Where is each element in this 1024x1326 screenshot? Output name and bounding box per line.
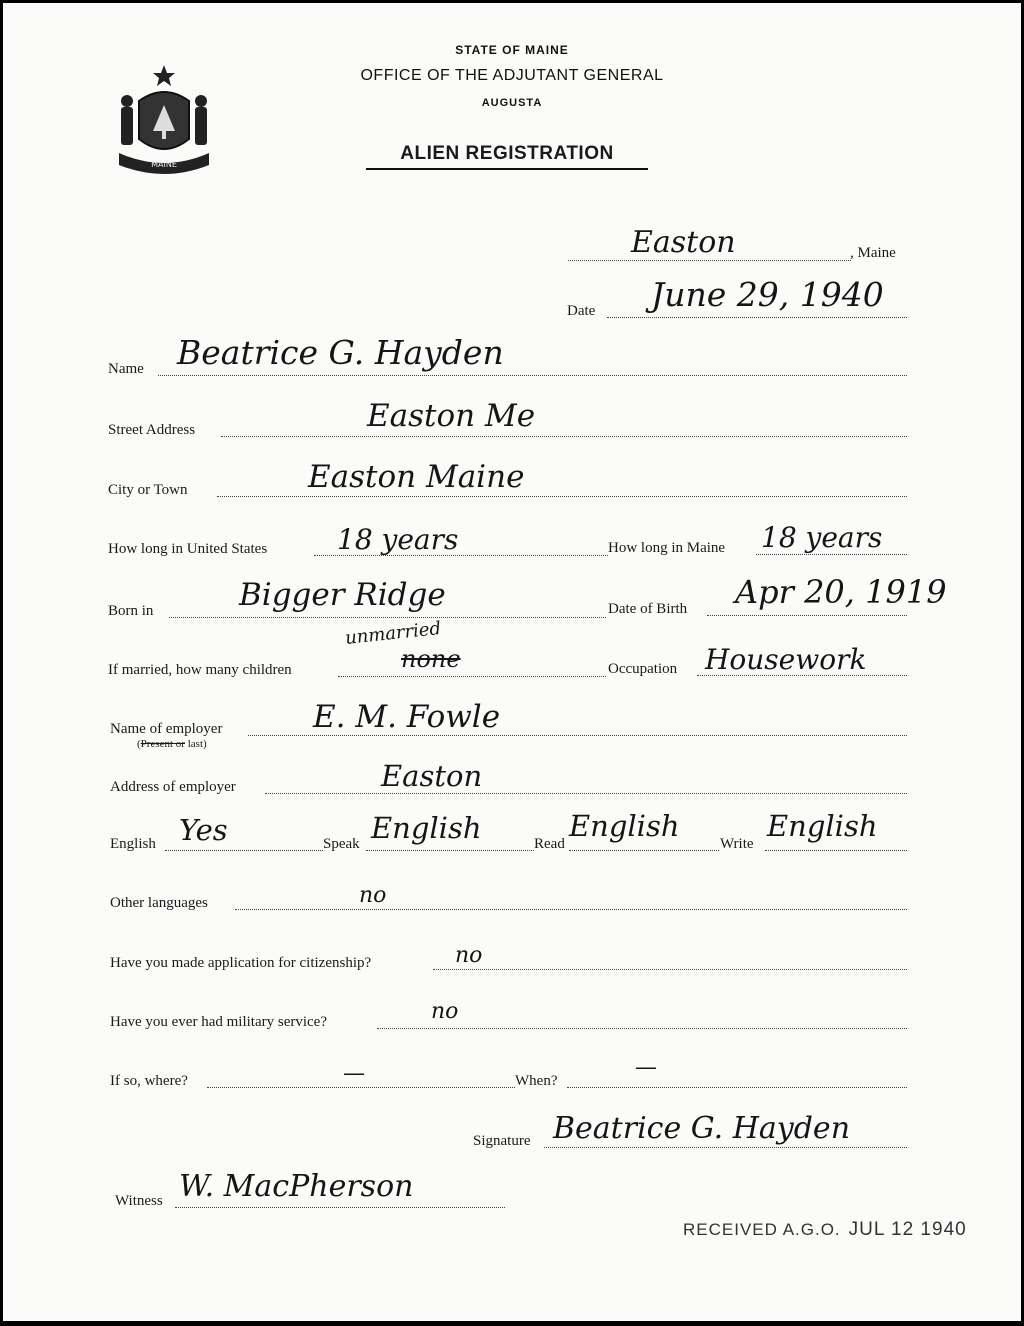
form-title: ALIEN REGISTRATION: [366, 143, 648, 170]
alien-registration-form: [3, 3, 1021, 1321]
citizenship-entry: no: [455, 943, 483, 968]
received-stamp-label: RECEIVED A.G.O.: [683, 1220, 841, 1239]
name-entry: Beatrice G. Hayden: [177, 333, 504, 372]
city-heading: AUGUSTA: [481, 97, 543, 109]
employer-address-entry: Easton: [381, 759, 483, 793]
office-heading: OFFICE OF THE ADJUTANT GENERAL: [360, 67, 664, 84]
how-long-us-entry: 18 years: [337, 523, 459, 556]
witness-entry: W. MacPherson: [179, 1169, 414, 1204]
witness-line: [175, 1207, 505, 1208]
date-of-birth-label: Date of Birth: [608, 601, 688, 617]
other-languages-entry: no: [359, 883, 387, 908]
witness-label: Witness: [115, 1193, 163, 1209]
english-label: English: [110, 836, 156, 852]
employer-address-line: [265, 793, 907, 794]
other-languages-label: Other languages: [110, 895, 208, 911]
date-entry: June 29, 1940: [651, 275, 884, 314]
married-children-line: [338, 676, 606, 677]
street-address-label: Street Address: [108, 422, 196, 438]
town-entry: Easton: [631, 225, 736, 260]
street-address-line: [221, 436, 907, 437]
city-line: [217, 496, 907, 497]
write-line: [765, 850, 907, 851]
signature-label: Signature: [473, 1133, 531, 1149]
born-in-line: [169, 617, 606, 618]
military-label: Have you ever had military service?: [110, 1014, 327, 1030]
read-label: Read: [534, 836, 565, 852]
military-line: [377, 1028, 907, 1029]
date-line: [607, 317, 907, 318]
state-heading: STATE OF MAINE: [455, 43, 569, 57]
write-entry: English: [767, 809, 878, 843]
employer-note: (Present or last): [137, 738, 207, 750]
write-label: Write: [720, 836, 754, 852]
date-of-birth-entry: Apr 20, 1919: [735, 573, 947, 611]
received-stamp-date: JUL 12 1940: [848, 1219, 967, 1240]
born-in-label: Born in: [108, 603, 154, 619]
employer-note-last: last): [187, 738, 207, 750]
english-line: [165, 850, 323, 851]
received-stamp: [683, 1219, 967, 1241]
occupation-entry: Housework: [705, 643, 867, 676]
employer-name-line: [248, 735, 907, 736]
date-label: Date: [567, 303, 596, 319]
marital-note-entry: unmarried: [344, 618, 442, 649]
svg-text:MAINE: MAINE: [151, 160, 177, 169]
where-line: [207, 1087, 515, 1088]
employer-name-entry: E. M. Fowle: [313, 699, 501, 735]
speak-line: [366, 850, 534, 851]
married-children-label: If married, how many children: [108, 662, 292, 678]
read-entry: English: [569, 809, 680, 843]
citizenship-label: Have you made application for citizenship?: [110, 955, 372, 971]
employer-name-label: Name of employer: [110, 721, 223, 737]
how-long-maine-label: How long in Maine: [608, 540, 726, 556]
how-long-us-label: How long in United States: [108, 541, 268, 557]
english-entry: Yes: [179, 813, 228, 847]
children-entry: none: [401, 645, 461, 673]
military-entry: no: [431, 999, 459, 1024]
other-languages-line: [235, 909, 907, 910]
where-label: If so, where?: [110, 1073, 188, 1089]
when-line: [567, 1087, 907, 1088]
read-line: [569, 850, 719, 851]
city-entry: Easton Maine: [308, 459, 525, 495]
name-line: [158, 375, 907, 376]
born-in-entry: Bigger Ridge: [239, 577, 446, 613]
when-label: When?: [515, 1073, 558, 1089]
speak-label: Speak: [323, 836, 360, 852]
employer-address-label: Address of employer: [110, 779, 236, 795]
name-label: Name: [108, 361, 144, 377]
how-long-maine-line: [756, 554, 907, 555]
signature-entry: Beatrice G. Hayden: [553, 1111, 851, 1146]
employer-note-struck: Present or: [140, 738, 185, 750]
occupation-label: Occupation: [608, 661, 678, 677]
signature-line: [544, 1147, 907, 1148]
maine-label: , Maine: [850, 245, 896, 261]
when-entry: —: [635, 1055, 657, 1080]
street-address-entry: Easton Me: [367, 398, 536, 434]
town-line: [568, 260, 851, 261]
city-label: City or Town: [108, 482, 188, 498]
speak-entry: English: [371, 811, 482, 845]
date-of-birth-line: [707, 615, 907, 616]
where-entry: —: [343, 1061, 365, 1086]
how-long-maine-entry: 18 years: [761, 521, 883, 554]
citizenship-line: [433, 969, 907, 970]
